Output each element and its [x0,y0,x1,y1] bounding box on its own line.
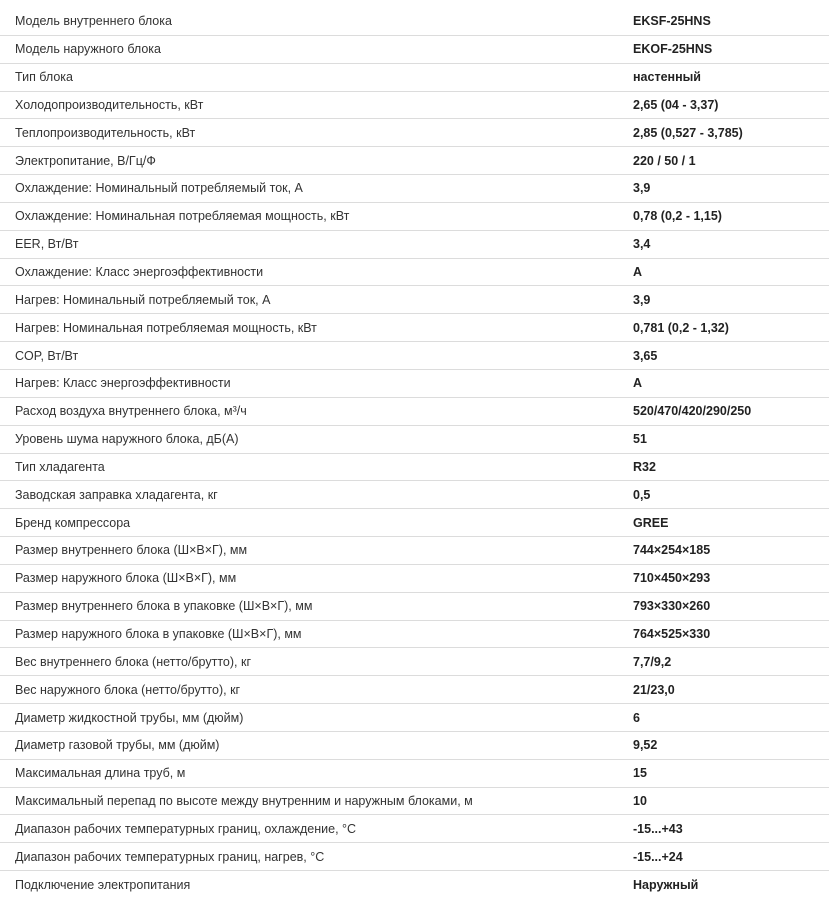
spec-label: Расход воздуха внутреннего блока, м³/ч [15,404,247,419]
spec-row [0,64,829,92]
spec-label: Размер наружного блока в упаковке (Ш×В×Г), мм [15,626,302,641]
spec-label: Размер наружного блока (Ш×В×Г), мм [15,571,237,586]
spec-row [0,565,829,593]
spec-label: Нагрев: Номинальный потребляемый ток, А [15,292,271,307]
spec-row [0,871,829,899]
spec-row [0,398,829,426]
spec-row [0,843,829,871]
spec-value: R32 [633,459,656,474]
spec-label: Модель внутреннего блока [15,14,172,29]
spec-row [0,286,829,314]
spec-label: Тип блока [15,70,73,85]
spec-label: Максимальная длина труб, м [15,766,186,781]
spec-row [0,92,829,120]
spec-row [0,175,829,203]
spec-row [0,8,829,36]
spec-row [0,370,829,398]
spec-label: Электропитание, В/Гц/Ф [15,153,156,168]
spec-label: Диаметр газовой трубы, мм (дюйм) [15,738,220,753]
spec-row [0,481,829,509]
spec-value: 710×450×293 [633,571,711,586]
spec-row [0,119,829,147]
spec-value: 220 / 50 / 1 [633,153,696,168]
spec-label: Бренд компрессора [15,515,131,530]
spec-value: 10 [633,794,647,809]
spec-label: EER, Вт/Вт [15,237,79,252]
spec-row [0,259,829,287]
spec-value: 764×525×330 [633,626,711,641]
spec-label: Охлаждение: Номинальная потребляемая мощность, кВт [15,209,350,224]
spec-label: Размер внутреннего блока в упаковке (Ш×В×Г), мм [15,599,313,614]
spec-value: 793×330×260 [633,599,711,614]
spec-label: Диапазон рабочих температурных границ, нагрев, °C [15,849,325,864]
spec-label: Уровень шума наружного блока, дБ(А) [15,432,239,447]
spec-label: Размер внутреннего блока (Ш×В×Г), мм [15,543,248,558]
spec-label: Модель наружного блока [15,42,162,57]
spec-row [0,454,829,482]
spec-label: Заводская заправка хладагента, кг [15,487,218,502]
spec-value: A [633,376,643,391]
spec-label: Диаметр жидкостной трубы, мм (дюйм) [15,710,244,725]
spec-value: 3,9 [633,181,651,196]
spec-value: 3,4 [633,237,651,252]
spec-row [0,593,829,621]
spec-label: Нагрев: Класс энергоэффективности [15,376,231,391]
spec-row [0,147,829,175]
spec-value: 0,5 [633,487,651,502]
spec-label: Холодопроизводительность, кВт [15,97,204,112]
spec-row [0,342,829,370]
spec-value: настенный [633,70,701,85]
spec-row [0,314,829,342]
spec-value: EKSF-25HNS [633,14,711,29]
spec-value: 15 [633,766,647,781]
spec-value: 520/470/420/290/250 [633,404,752,419]
spec-value: GREE [633,515,669,530]
spec-value: A [633,265,643,280]
spec-row [0,36,829,64]
spec-value: 9,52 [633,738,658,753]
spec-value: 6 [633,710,640,725]
spec-row [0,537,829,565]
spec-value: 21/23,0 [633,682,675,697]
spec-row [0,732,829,760]
spec-value: 2,65 (04 - 3,37) [633,97,719,112]
spec-value: 2,85 (0,527 - 3,785) [633,125,743,140]
spec-label: Вес наружного блока (нетто/брутто), кг [15,682,241,697]
spec-value: 7,7/9,2 [633,654,672,669]
spec-label: Охлаждение: Класс энергоэффективности [15,265,264,280]
spec-value: -15...+24 [633,849,683,864]
spec-row [0,815,829,843]
spec-row [0,676,829,704]
spec-label: Подключение электропитания [15,878,191,893]
spec-row [0,704,829,732]
spec-row [0,203,829,231]
spec-row [0,231,829,259]
spec-row [0,426,829,454]
spec-value: 3,9 [633,292,651,307]
spec-label: Охлаждение: Номинальный потребляемый ток, А [15,181,303,196]
spec-value: 0,78 (0,2 - 1,15) [633,209,722,224]
spec-row [0,788,829,816]
spec-row [0,621,829,649]
spec-label: Диапазон рабочих температурных границ, охлаждение, °C [15,821,357,836]
spec-value: 3,65 [633,348,658,363]
spec-label: Вес внутреннего блока (нетто/брутто), кг [15,654,252,669]
spec-label: Нагрев: Номинальная потребляемая мощность, кВт [15,320,317,335]
spec-row [0,509,829,537]
spec-row [0,648,829,676]
spec-value: -15...+43 [633,821,683,836]
spec-value: Наружный [633,878,699,893]
spec-value: 51 [633,432,647,447]
spec-value: 0,781 (0,2 - 1,32) [633,320,729,335]
spec-label: Теплопроизводительность, кВт [15,125,196,140]
spec-value: EKOF-25HNS [633,42,713,57]
spec-label: Тип хладагента [15,459,105,474]
spec-value: 744×254×185 [633,543,711,558]
spec-label: Максимальный перепад по высоте между внутренним и наружным блоками, м [15,794,473,809]
spec-label: COP, Вт/Вт [15,348,79,363]
spec-row [0,760,829,788]
